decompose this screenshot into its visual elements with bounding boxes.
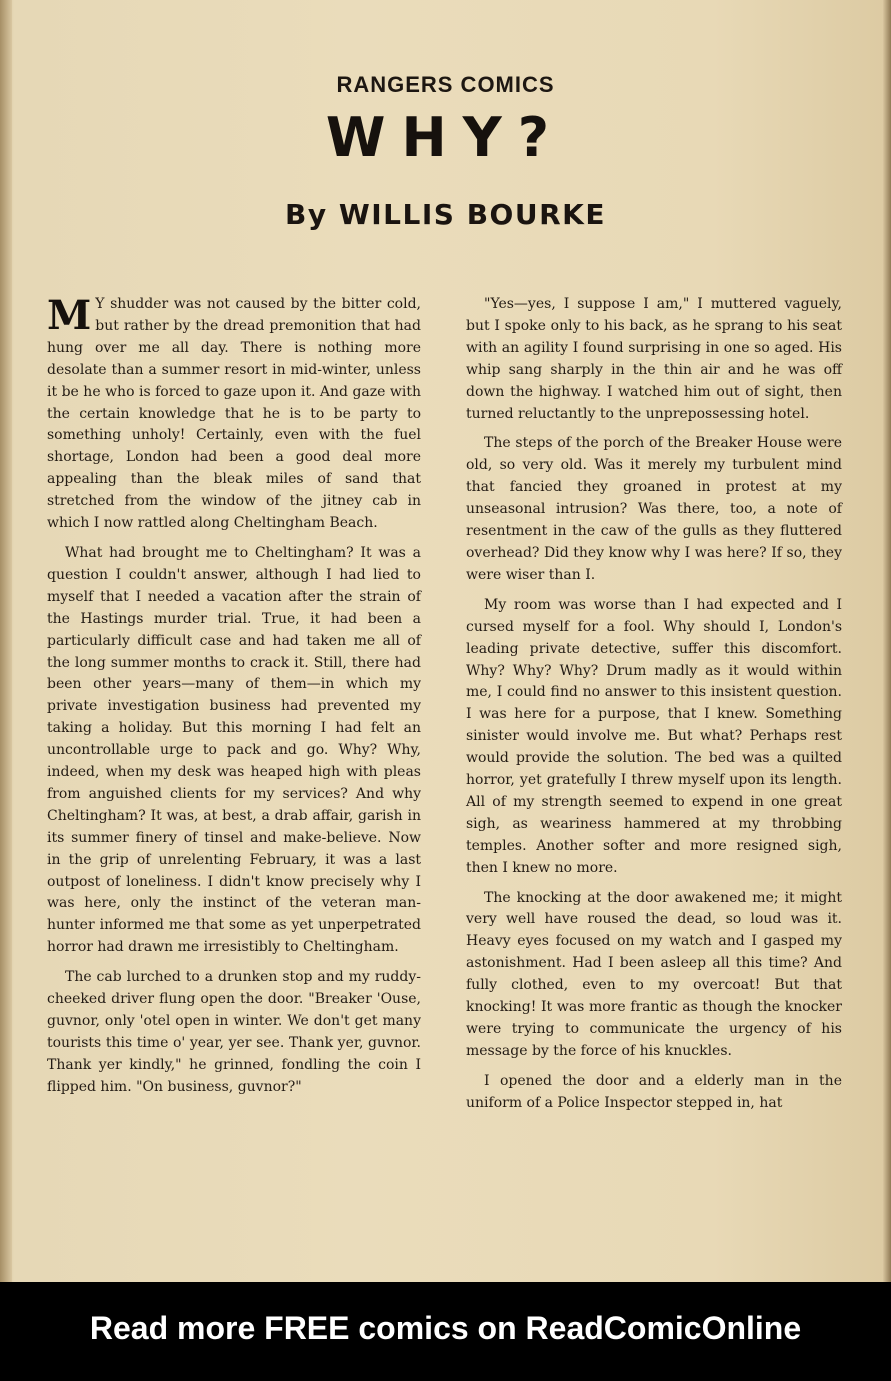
- paragraph: What had brought me to Cheltingham? It was a question I couldn't answer, although I had lied to myself that I needed a vacation after the strain of the Hastings murder trial. True, it had been a particularly difficult case and had taken me all of the long summer months to crack it. Still, there had been other years—many of them—in which my private investigation business had prevented my taking a holiday. But this morning I had felt an uncontrollable urge to pack and go. Why? Why, indeed, when my desk was heaped high with pleas from anguished clients for my services? And why Cheltingham? It was, at best, a drab affair, garish in its summer finery of tinsel and make-believe. Now in the grip of unrelenting February, it was a last outpost of loneliness. I didn't know precisely why I was here, only the instinct of the veteran man-hunter informed me that some as yet unperpetrated horror had drawn me irresistibly to Cheltingham.: [47, 544, 421, 956]
- paragraph: The cab lurched to a drunken stop and my ruddy-cheeked driver flung open the door. "Breaker 'Ouse, guvnor, only 'otel open in winter. We don't get many tourists this time o' year, yer see. Thank yer, guvnor. Thank yer kindly," he grinned, fondling the coin I flipped him. "On business, guvnor?": [47, 969, 421, 1095]
- page-binding-edge: [0, 0, 12, 1282]
- paragraph: I opened the door and a elderly man in the uniform of a Police Inspector stepped in, hat: [466, 1072, 842, 1111]
- paragraph: The steps of the porch of the Breaker House were old, so very old. Was it merely my turbulent mind that fancied they groaned in protest at my unseasonal intrusion? Was there, too, a note of resentment in the caw of the gulls as they fluttered overhead? Did they know why I was here? If so, they were wiser than I.: [466, 435, 842, 583]
- paragraph-text: Y shudder was not caused by the bitter cold, but rather by the dread premonition that had hung over me all day. There is nothing more desolate than a summer resort in mid-winter, unless it be he who is forced to gaze upon it. And gaze with the certain knowledge that he is to be party to something unholy! Certainly, even with the fuel shortage, London had been a good deal more appealing than the bleak miles of sand that stretched from the window of the jitney cab in which I now rattled along Cheltingham Beach.: [47, 296, 421, 532]
- story-column-right: [466, 294, 842, 1123]
- drop-cap: M: [47, 292, 92, 339]
- page-outer-edge: [883, 0, 891, 1282]
- publication-title: RANGERS COMICS: [336, 72, 555, 97]
- paragraph: My room was worse than I had expected and I cursed myself for a fool. Why should I, London's leading private detective, suffer this discomfort. Why? Why? Why? Drum madly as it would within me, I could find no answer to this insistent question. I was here for a purpose, that I knew. Something sinister would involve me. But what? Perhaps rest would provide the solution. The bed was a quilted horror, yet gratefully I threw myself upon its length. All of my strength seemed to expend in one great sigh, as weariness hammered at my throbbing temples. Another softer and more resigned sigh, then I knew no more.: [466, 596, 842, 876]
- paragraph: The knocking at the door awakened me; it might very well have roused the dead, so loud was it. Heavy eyes focused on my watch and I gasped my astonishment. Had I been asleep all this time? And fully clothed, even to my overcoat! But that knocking! It was more frantic as though the knocker were trying to communicate the urgency of his message by the force of his knuckles.: [466, 889, 842, 1059]
- promo-banner-text[interactable]: Read more FREE comics on ReadComicOnline: [89, 1310, 802, 1346]
- story-byline: By WILLIS BOURKE: [285, 198, 606, 231]
- story-title: WHY?: [325, 106, 566, 169]
- paragraph: "Yes—yes, I suppose I am," I muttered vaguely, but I spoke only to his back, as he sprang to his seat with an agility I found surprising in one so aged. His whip sang sharply in the thin air and he was off down the highway. I watched him out of sight, then turned reluctantly to the unprepossessing hotel.: [466, 296, 842, 422]
- story-column-left: [47, 294, 421, 1107]
- paragraph: [47, 294, 421, 535]
